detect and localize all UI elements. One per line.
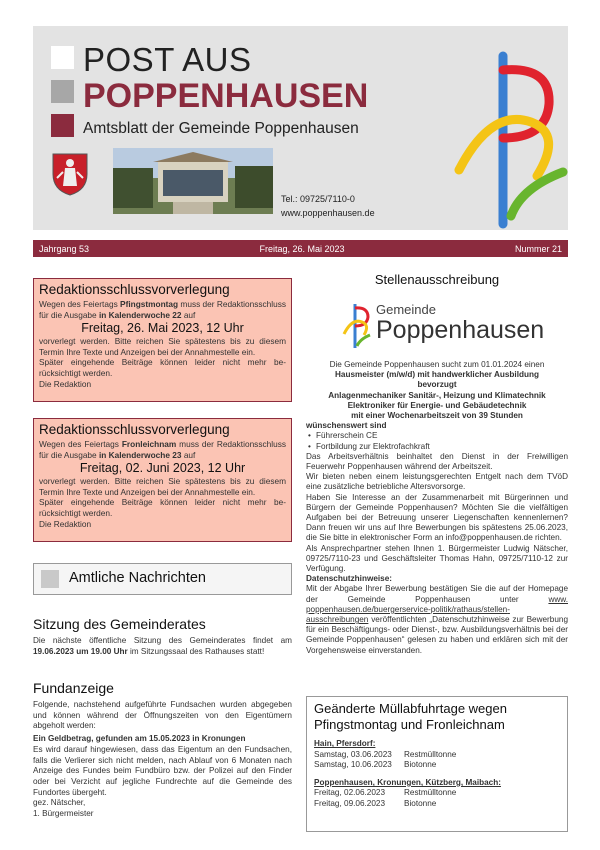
job-pref: bevorzugt — [417, 380, 457, 390]
deadline-notice-2 — [33, 418, 292, 542]
lost-found-item: Ein Geldbetrag, gefunden am 15.05.2023 in Kronungen — [33, 734, 246, 744]
table-row — [314, 799, 560, 810]
gray-square — [51, 80, 74, 103]
lost-found-note: Es wird darauf hingewiesen, dass das Eigentum an den Fundsachen, falls die Verlierer sich nicht melden, nach Ablauf von 6 Monaten nach Anzeige des Fundes beim Fundbüro bzw. der Polizei auf den Finder oder bei Verzicht auf jegliche Fundrechte auf die Gemeinde des Fundortes übergeht. — [33, 744, 292, 797]
section-header-official — [33, 563, 292, 595]
coat-of-arms-icon — [51, 150, 89, 196]
text-run: Wegen des Feiertags — [39, 439, 122, 449]
gray-square — [41, 570, 59, 588]
website-text: www.poppenhausen.de — [281, 208, 375, 218]
municipality-logo — [306, 296, 568, 356]
job-text-2: Wir bieten neben einem leistungsgerechten Entgelt nach dem TVöD eine zusätzliche betriebliche Altersvorsorge. — [306, 472, 568, 492]
job-contact: Als Ansprechpartner stehen Ihnen 1. Bürgermeister Ludwig Nätscher, 09725/7110-23 und Geschäftsleiter Thomas Hahn, 09725/7110-12 zur Verfügung. — [306, 543, 568, 574]
town-hall-photo — [113, 148, 273, 214]
council-meeting-title: Sitzung des Gemeinderates — [33, 616, 206, 632]
text-run: auf — [181, 449, 196, 460]
bold-text: 19.06.2023 um 19.00 Uhr — [33, 646, 128, 656]
job-ad-title: Stellenausschreibung — [374, 272, 500, 287]
lost-found-intro: Folgende, nachstehend aufgeführte Fundsachen wurden abgegeben und können während der Öffnungszeiten von den Eigentümern abgeholt werden: — [33, 700, 292, 731]
date-cell: Samstag, 10.06.2023 — [314, 760, 392, 770]
bold-text: in Kalenderwoche 22 — [98, 309, 182, 320]
text-run: Wegen des Feiertags — [39, 299, 121, 309]
phone-text: Tel.: 09725/7110-0 — [281, 194, 355, 204]
list-item: • Führerschein CE — [306, 431, 568, 441]
privacy-title: Datenschutzhinweise: — [306, 574, 392, 584]
lost-found-body — [33, 700, 292, 820]
poppenhausen-small-logo-icon — [342, 302, 372, 350]
signature-name: gez. Nätscher, — [33, 798, 86, 808]
date-cell: Samstag, 03.06.2023 — [314, 749, 392, 759]
masthead-title-line2: POPPENHAUSEN — [83, 77, 369, 115]
job-qual-1: Anlagenmechaniker Sanitär-, Heizung und Klimatechnik — [328, 390, 546, 400]
logo-word-gemeinde: Gemeinde — [376, 302, 436, 317]
bin-cell: Restmülltonne — [404, 788, 457, 798]
issue-band — [33, 240, 568, 257]
text-run: muss der Redaktionsschluss für die Ausgabe — [39, 299, 287, 320]
table-row — [314, 760, 560, 771]
notice-intro — [39, 299, 286, 320]
waste-title: Geänderte Müllabfuhrtage wegen Pfingstmontag und Fronleichnam — [314, 701, 507, 732]
job-qual-2: Elektroniker für Energie- und Gebäudetechnik — [347, 400, 527, 410]
notice-deadline: Freitag, 26. Mai 2023, 12 Uhr — [81, 321, 244, 336]
deadline-notice-1 — [33, 278, 292, 402]
text-run: muss der Redaktionsschluss für die Ausgabe — [39, 439, 286, 460]
council-meeting-text — [33, 636, 292, 657]
job-title: Hausmeister (m/w/d) mit handwerklicher Ausbildung — [335, 370, 539, 380]
table-row — [314, 788, 560, 799]
contact-info — [281, 192, 375, 220]
bold-text: Pfingstmontag — [120, 299, 179, 309]
bin-cell: Restmülltonne — [404, 749, 457, 759]
privacy-link[interactable]: www. poppenhausen.de/buergerservice-politik/rathaus/stellenausschreibungen — [306, 594, 568, 625]
text-run: Die nächste öffentliche Sitzung des Gemeinderates findet am — [33, 636, 292, 645]
bold-text: in Kalenderwoche 23 — [98, 449, 182, 460]
text-run: im Sitzungssaal des Rathauses statt! — [127, 646, 265, 656]
date-cell: Freitag, 09.06.2023 — [314, 798, 386, 808]
notice-title: Redaktionsschlussvorverlegung — [39, 282, 230, 297]
table-row — [314, 750, 560, 761]
notice-deadline: Freitag, 02. Juni 2023, 12 Uhr — [79, 461, 246, 476]
notice-text-2: Später eingehende Beiträge können leider nicht mehr berücksichtigt werden. — [39, 357, 286, 378]
notice-intro — [39, 439, 286, 460]
job-intro: Die Gemeinde Poppenhausen sucht zum 01.01.2024 einen — [329, 360, 545, 369]
logo-word-poppenhausen: Poppenhausen — [376, 316, 545, 344]
privacy-text — [306, 584, 568, 655]
privacy-text-1: Mit der Abgabe Ihrer Bewerbung bestätigen Sie die auf der Homepage der Gemeinde Poppenhausen unter — [306, 584, 568, 604]
notice-text-2: Später eingehende Beiträge können leider nicht mehr berücksichtigt werden. — [39, 497, 286, 518]
notice-text: vorverlegt werden. Bitte reichen Sie spätestens bis zu diesem Termin Ihre Texte und Anzeigen bei der Annahmestelle ein. — [39, 476, 286, 497]
waste-group-1-title: Hain, Pfersdorf: — [314, 739, 376, 748]
waste-group-2-title: Poppenhausen, Kronungen, Kützberg, Maibach: — [314, 777, 501, 787]
notice-signature: Die Redaktion — [39, 518, 92, 529]
waste-collection-box — [306, 696, 568, 832]
red-square — [51, 114, 74, 137]
notice-text: vorverlegt werden. Bitte reichen Sie spätestens bis zu diesem Termin Ihre Texte und Anzeigen bei der Annahmestelle ein. — [39, 336, 286, 357]
masthead-title-line1: POST AUS — [83, 41, 252, 78]
bin-cell: Biotonne — [404, 798, 437, 808]
text-run: auf — [181, 309, 196, 320]
lost-found-title: Fundanzeige — [33, 680, 114, 696]
masthead — [33, 26, 568, 230]
job-hours: mit einer Wochenarbeitszeit von 39 Stunden — [351, 411, 523, 421]
section-title: Amtliche Nachrichten — [69, 570, 206, 586]
bin-cell: Biotonne — [404, 760, 437, 770]
job-text-3: Haben Sie Interesse an der Zusammenarbeit mit Bürgerinnen und Bürgern der Gemeinde Poppenhausen? Möchten Sie die vielfältigen Aufgaben bei der Betreuung unserer Liegenschaften kennenlernen? Dann freuen wir uns auf Ihre Bewerbungen bis spätestens 25.06.2023, die Sie bitte in elektronischer Form an info@poppenhausen.de richten. — [306, 492, 568, 543]
masthead-subtitle: Amtsblatt der Gemeinde Poppenhausen — [83, 120, 359, 137]
bold-text: Fronleichnam — [121, 439, 177, 449]
job-ad-header — [306, 272, 568, 287]
issue-date: Freitag, 26. Mai 2023 — [259, 243, 345, 254]
date-cell: Freitag, 02.06.2023 — [314, 788, 386, 798]
notice-title: Redaktionsschlussvorverlegung — [39, 422, 230, 437]
volume-label: Jahrgang 53 — [39, 243, 90, 254]
notice-signature: Die Redaktion — [39, 378, 92, 389]
list-item: • Fortbildung zur Elektrofachkraft — [306, 442, 568, 452]
signature-role: 1. Bürgermeister — [33, 809, 94, 819]
job-text-1: Das Arbeitsverhältnis beinhaltet den Dienst in der Freiwilligen Feuerwehr Poppenhausen während der Arbeitszeit. — [306, 451, 568, 472]
job-requirements — [306, 431, 568, 451]
job-ad-body — [306, 360, 568, 656]
poppenhausen-logo-icon — [451, 48, 569, 230]
issue-number: Nummer 21 — [514, 243, 562, 254]
white-square — [51, 46, 74, 69]
privacy-text-2: veröffentlichten „Datenschutzhinweise zur Bewerbung für ein Beschäftigungs- oder Dienst-, bzw. Ausbildungsverhältnis bei der Gemeinde Poppenhausen“ gelesen zu haben und erklären sich mit der Vorgehensweise einverstanden. — [306, 615, 568, 655]
job-desirable: wünschenswert sind — [306, 421, 387, 431]
